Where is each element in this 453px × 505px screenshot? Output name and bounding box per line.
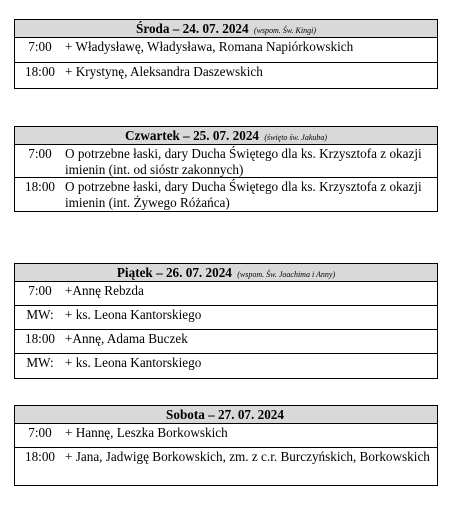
intention-text: + Władysławę, Władysława, Romana Napiórkowskich bbox=[65, 39, 354, 54]
intention-row bbox=[15, 63, 437, 88]
day-header bbox=[15, 406, 437, 424]
intention-text: +Annę, Adama Buczek bbox=[65, 331, 188, 346]
intention-row bbox=[15, 448, 437, 485]
mass-time: 18:00 bbox=[24, 331, 56, 346]
intention-text: + Krystynę, Aleksandra Daszewskich bbox=[65, 64, 263, 79]
day-header bbox=[15, 20, 437, 38]
intention-row bbox=[15, 354, 437, 378]
day-title: Piątek – 26. 07. 2024 bbox=[116, 265, 232, 280]
intention-row bbox=[15, 38, 437, 63]
day-table-wednesday bbox=[14, 19, 438, 89]
day-title: Sobota – 27. 07. 2024 bbox=[166, 407, 284, 422]
mass-time: 18:00 bbox=[24, 179, 56, 194]
intention-text: + Jana, Jadwigę Borkowskich, zm. z c.r. Burczyńskich, Borkowskich bbox=[65, 449, 430, 464]
day-header bbox=[15, 264, 437, 282]
mass-time: 7:00 bbox=[28, 283, 52, 298]
day-header bbox=[15, 127, 437, 145]
day-table-saturday bbox=[14, 405, 438, 486]
day-title: Czwartek – 25. 07. 2024 bbox=[124, 128, 260, 143]
intention-text: + ks. Leona Kantorskiego bbox=[65, 307, 202, 322]
day-note: (święto św. Jakuba) bbox=[264, 133, 328, 142]
intention-text: + Hannę, Leszka Borkowskich bbox=[65, 425, 228, 440]
intention-row bbox=[15, 282, 437, 306]
mass-time: 7:00 bbox=[28, 39, 52, 54]
intention-row bbox=[15, 424, 437, 448]
intention-text: +Annę Rebzda bbox=[65, 283, 144, 298]
day-title: Środa – 24. 07. 2024 bbox=[136, 21, 249, 36]
intention-row bbox=[15, 306, 437, 330]
intention-row bbox=[15, 178, 437, 211]
intention-row bbox=[15, 145, 437, 178]
mass-time: 7:00 bbox=[28, 146, 52, 161]
mass-time: 18:00 bbox=[24, 64, 56, 79]
mass-time: 18:00 bbox=[24, 449, 56, 464]
intention-row bbox=[15, 330, 437, 354]
intention-text: + ks. Leona Kantorskiego bbox=[65, 355, 202, 370]
mass-time: MW: bbox=[26, 355, 54, 370]
day-note: (wspom. Św. Joachima i Anny) bbox=[237, 270, 336, 279]
day-table-thursday bbox=[14, 126, 438, 212]
mass-time: 7:00 bbox=[28, 425, 52, 440]
mass-time: MW: bbox=[26, 307, 54, 322]
day-note: (wspom. Św. Kingi) bbox=[253, 26, 316, 35]
intention-text: O potrzebne łaski, dary Ducha Świętego dla ks. Krzysztofa z okazji imienin (int. od sióstr zakonnych) bbox=[65, 146, 422, 177]
day-table-friday bbox=[14, 263, 438, 379]
intention-text: O potrzebne łaski, dary Ducha Świętego dla ks. Krzysztofa z okazji imienin (int. Żywego Różańca) bbox=[65, 179, 422, 210]
